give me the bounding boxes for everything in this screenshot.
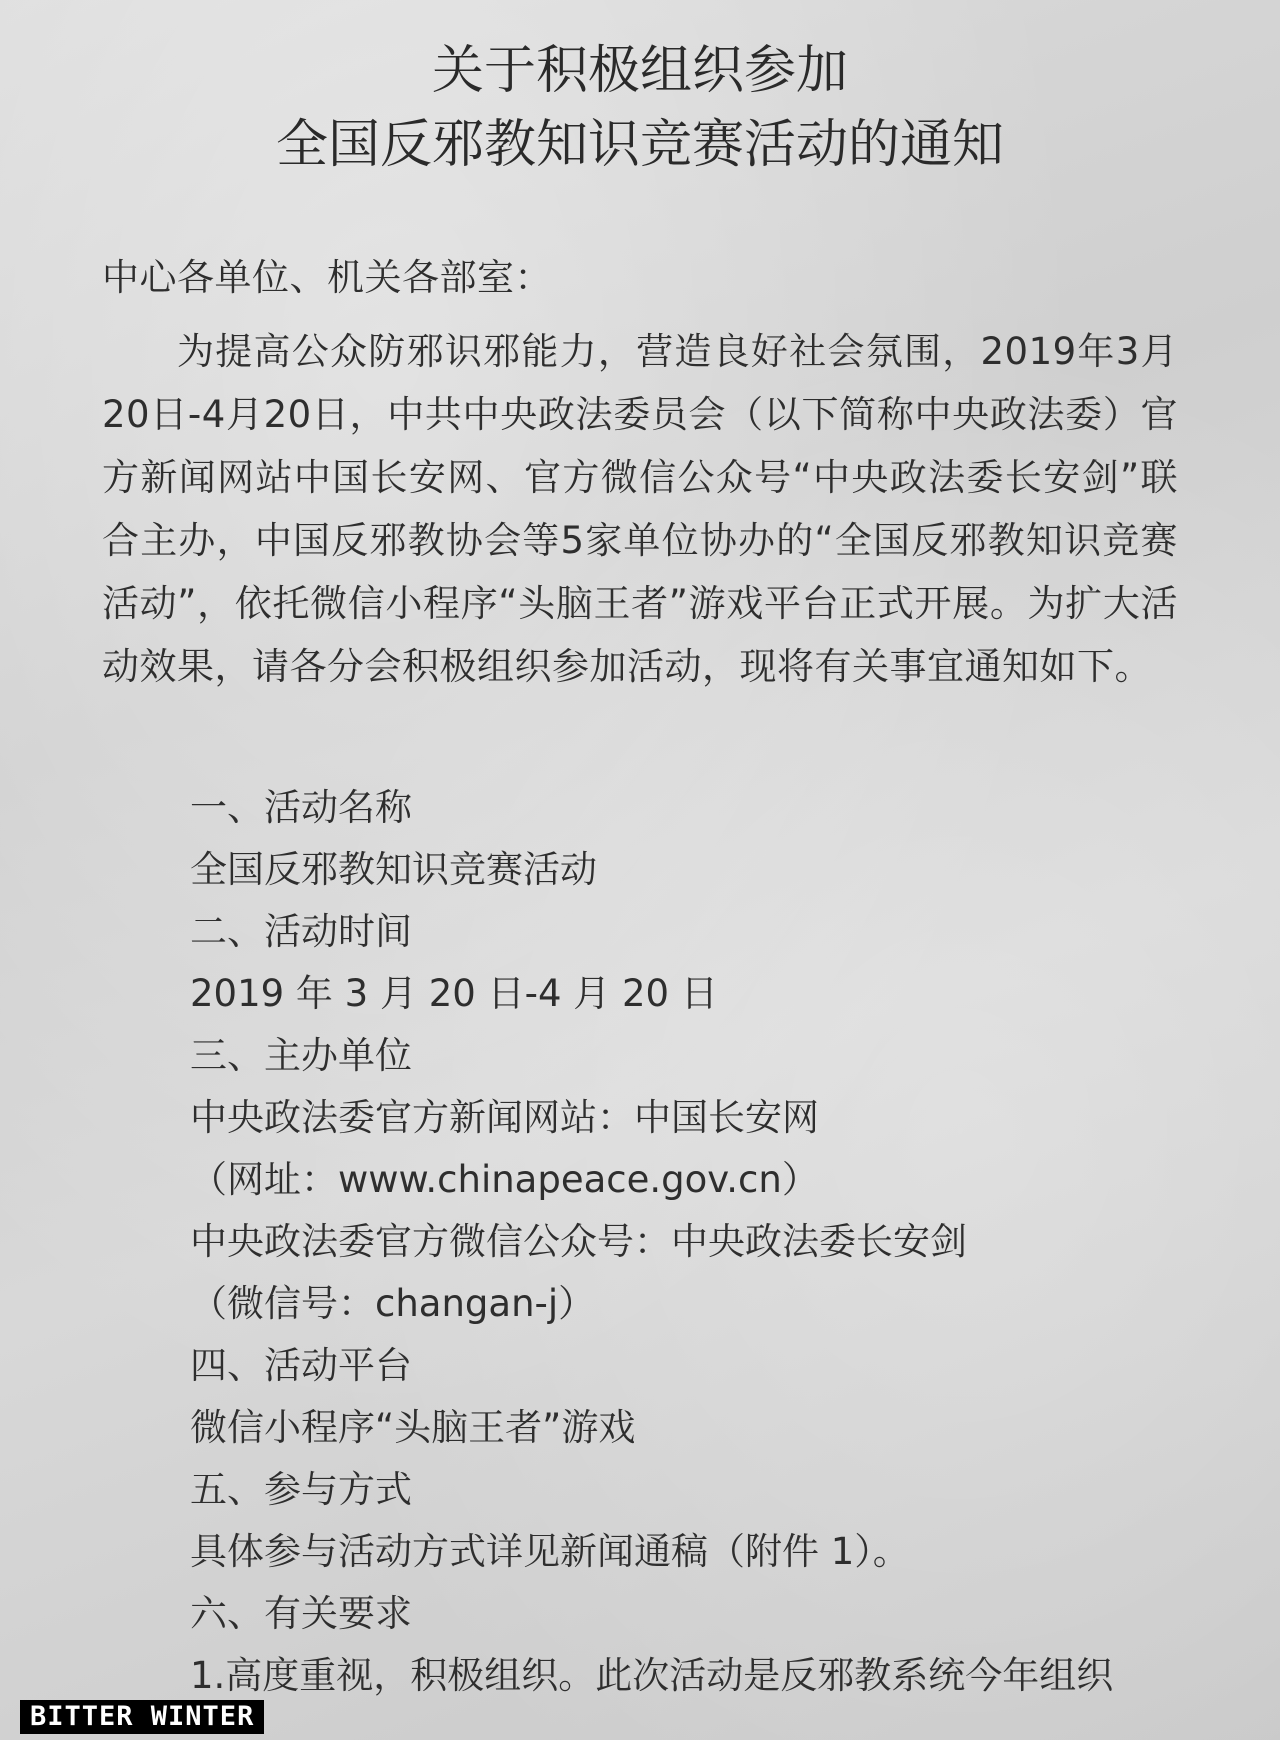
intro-paragraph: 为提高公众防邪识邪能力，营造良好社会氛围，2019年3月20日-4月20日，中共中央政法委员会（以下简称中央政法委）官方新闻网站中国长安网、官方微信公众号“中央政法委长安剑”联合主办，中国反邪教协会等5家单位协办的“全国反邪教知识竞赛活动”，依托微信小程序“头脑王者”游戏平台正式开展。为扩大活动效果，请各分会积极组织参加活动，现将有关事宜通知如下。 (102, 330, 1178, 688)
section-6-line: 1.高度重视，积极组织。此次活动是反邪教系统今年组织 (190, 1654, 1114, 1697)
document-title-line-2: 全国反邪教知识竞赛活动的通知 (275, 115, 1004, 175)
section-6-heading: 六、有关要求 (190, 1592, 412, 1635)
document-title-line-1: 关于积极组织参加 (431, 41, 848, 101)
section-1-heading: 一、活动名称 (190, 786, 412, 829)
salutation: 中心各单位、机关各部室： (102, 256, 552, 299)
section-3-heading: 三、主办单位 (190, 1034, 412, 1077)
section-5-heading: 五、参与方式 (190, 1468, 412, 1511)
section-4-line: 微信小程序“头脑王者”游戏 (190, 1406, 636, 1449)
section-2-heading: 二、活动时间 (190, 910, 412, 953)
section-2-line: 2019 年 3 月 20 日-4 月 20 日 (190, 972, 718, 1015)
section-5-line: 具体参与活动方式详见新闻通稿（附件 1）。 (190, 1530, 910, 1573)
watermark-label: BITTER WINTER (20, 1700, 264, 1734)
section-3-line-1: 中央政法委官方新闻网站：中国长安网 (190, 1096, 819, 1139)
section-4-heading: 四、活动平台 (190, 1344, 412, 1387)
section-3-line-2: （网址：www.chinapeace.gov.cn） (190, 1158, 819, 1201)
section-3-line-3: 中央政法委官方微信公众号：中央政法委长安剑 (190, 1220, 967, 1263)
section-1-line: 全国反邪教知识竞赛活动 (190, 848, 597, 891)
section-3-line-4: （微信号：changan-j） (190, 1282, 596, 1325)
